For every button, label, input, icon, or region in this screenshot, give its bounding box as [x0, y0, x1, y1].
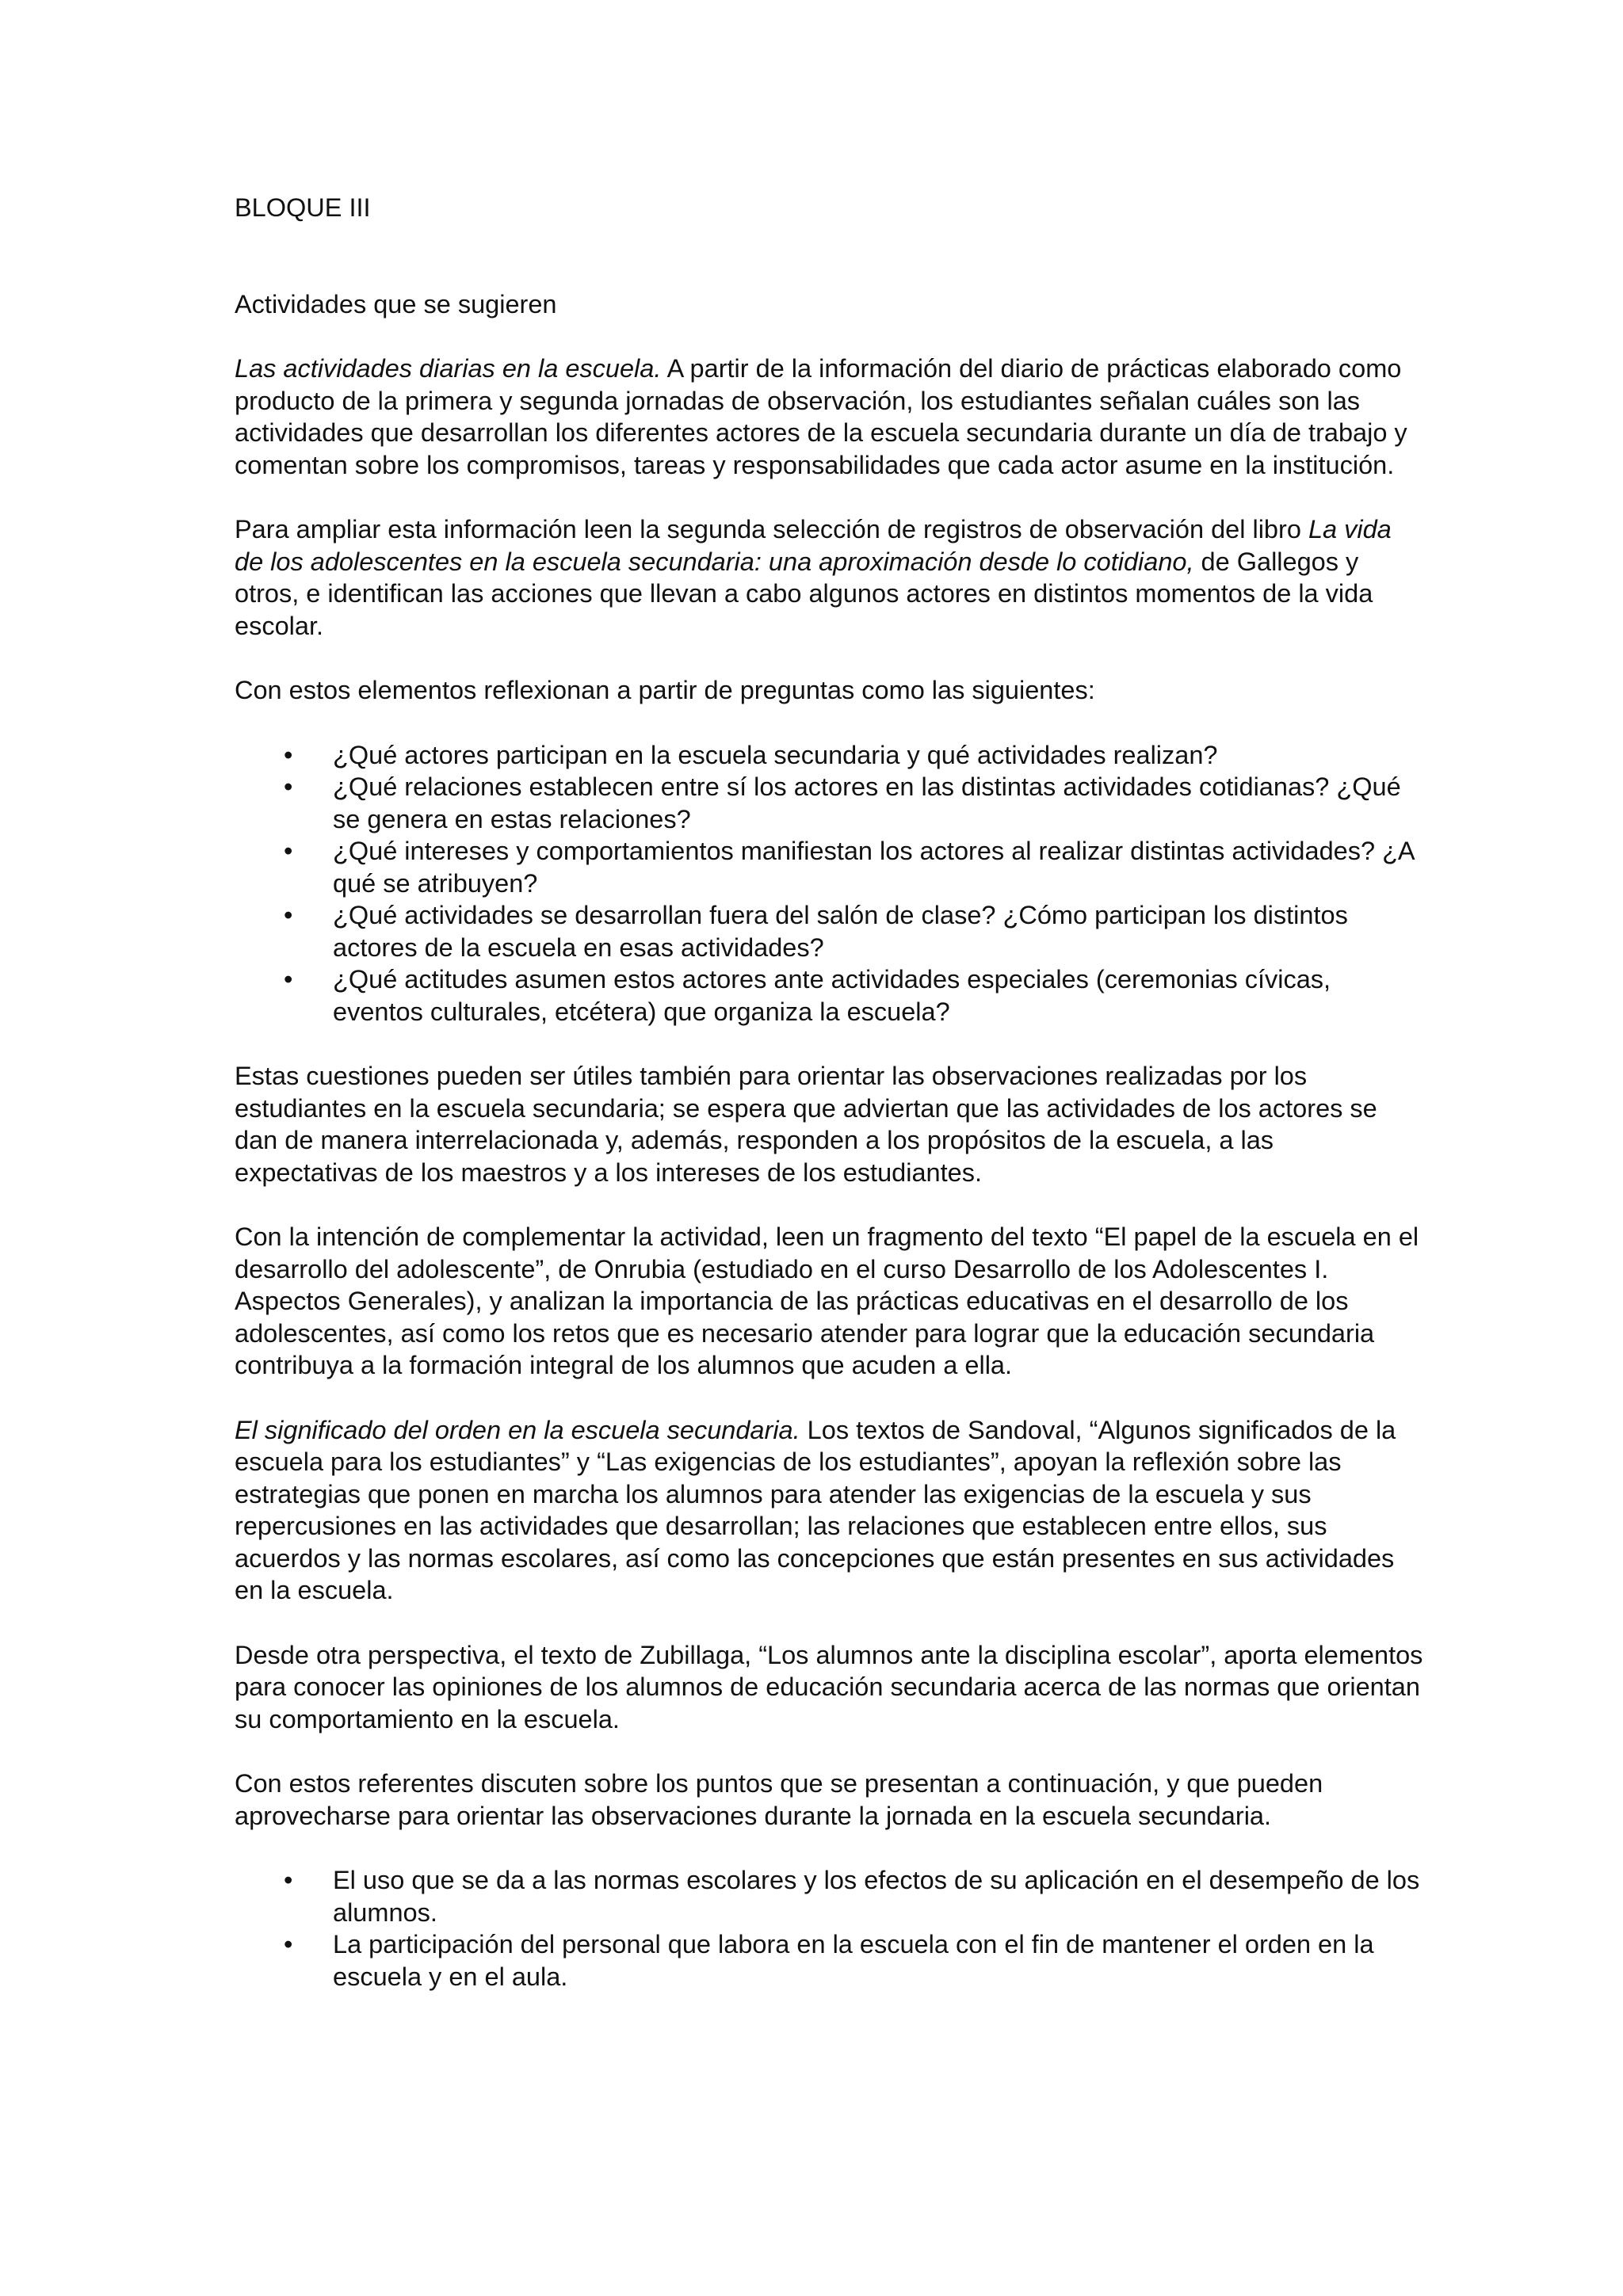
paragraph-text: de Gallegos y otros, e identifican las acciones que llevan a cabo algunos actores en distintos momentos de la vida escolar.: [235, 547, 1373, 640]
list-item: [235, 899, 1423, 963]
bullet-icon: •: [284, 901, 293, 929]
list-item-text: ¿Qué relaciones establecen entre sí los actores en las distintas actividades cotidianas? ¿Qué se genera en estas relaciones?: [333, 772, 1401, 833]
paragraph-text: Los textos de Sandoval, “Algunos significados de la escuela para los estudiantes” y “Las exigencias de los estudiantes”, apoyan la reflexión sobre las estrategias que ponen en marcha los alumnos para atender las exigencias de la escuela y sus repercusiones en las actividades que desarrollan; las relaciones que establecen entre ellos, sus acuerdos y las normas escolares, así como las concepciones que están presentes en sus actividades en la escuela.: [235, 1415, 1396, 1604]
bullet-icon: •: [284, 740, 293, 769]
bullet-icon: •: [284, 965, 293, 994]
list-item-text: ¿Qué actividades se desarrollan fuera del salón de clase? ¿Cómo participan los distintos actores de la escuela en esas actividades?: [333, 901, 1348, 962]
list-item: [235, 1864, 1423, 1928]
paragraph-questions-intro: Con estos elementos reflexionan a partir de preguntas como las siguientes:: [235, 676, 1095, 704]
list-item: [235, 963, 1423, 1028]
points-list: [235, 1864, 1423, 1993]
section-title: Actividades que se sugieren: [235, 289, 557, 318]
list-item-text: ¿Qué actores participan en la escuela secundaria y qué actividades realizan?: [333, 740, 1218, 769]
paragraph-lead: Las actividades diarias en la escuela.: [235, 354, 662, 383]
document-body: [235, 192, 1423, 2025]
paragraph-points-intro: Con estos referentes discuten sobre los puntos que se presentan a continuación, y que pueden aprovecharse para orientar las observaciones durante la jornada en la escuela secundaria.: [235, 1769, 1323, 1830]
paragraph-text: Para ampliar esta información leen la segunda selección de registros de observación del libro: [235, 515, 1308, 543]
paragraph-order-meaning: [235, 1414, 1423, 1607]
paragraph-daily-activities: [235, 353, 1423, 481]
list-item: [235, 1928, 1423, 1993]
paragraph-zubillaga: Desde otra perspectiva, el texto de Zubillaga, “Los alumnos ante la disciplina escolar”, aporta elementos para conocer las opiniones de los alumnos de educación secundaria acerca de las normas que orientan su comportamiento en la escuela.: [235, 1640, 1423, 1733]
paragraph-text: A partir de la información del diario de prácticas elaborado como producto de la primera y segunda jornadas de observación, los estudiantes señalan cuáles son las actividades que desarrollan los diferentes actores de la escuela secundaria durante un día de trabajo y comentan sobre los compromisos, tareas y responsabilidades que cada actor asume en la institución.: [235, 354, 1407, 479]
list-item: [235, 835, 1423, 899]
block-title: BLOQUE III: [235, 193, 371, 222]
list-item: [235, 771, 1423, 835]
list-item-text: El uso que se da a las normas escolares y los efectos de su aplicación en el desempeño de los alumnos.: [333, 1866, 1420, 1927]
list-item-text: ¿Qué intereses y comportamientos manifiestan los actores al realizar distintas actividades? ¿A qué se atribuyen?: [333, 837, 1414, 898]
bullet-icon: •: [284, 1866, 293, 1894]
list-item: [235, 739, 1423, 772]
paragraph-onrubia: Con la intención de complementar la actividad, leen un fragmento del texto “El papel de la escuela en el desarrollo del adolescente”, de Onrubia (estudiado en el curso Desarrollo de los Adolescentes I. Aspectos Generales), y analizan la importancia de las prácticas educativas en el desarrollo de los adolescentes, así como los retos que es necesario atender para lograr que la educación secundaria contribuya a la formación integral de los alumnos que acuden a ella.: [235, 1222, 1419, 1379]
bullet-icon: •: [284, 1930, 293, 1958]
bullet-icon: •: [284, 772, 293, 801]
paragraph-lead: El significado del orden en la escuela secundaria.: [235, 1415, 800, 1444]
list-item-text: La participación del personal que labora en la escuela con el fin de mantener el orden en la escuela y en el aula.: [333, 1930, 1374, 1991]
paragraph-reading-selection: [235, 513, 1423, 642]
questions-list: [235, 739, 1423, 1028]
book-title: La vida de los adolescentes en la escuela secundaria: una aproximación desde lo cotidiano,: [235, 515, 1392, 576]
bullet-icon: •: [284, 837, 293, 865]
paragraph-observations: Estas cuestiones pueden ser útiles también para orientar las observaciones realizadas por los estudiantes en la escuela secundaria; se espera que adviertan que las actividades de los actores se dan de manera interrelacionada y, además, responden a los propósitos de la escuela, a las expectativas de los maestros y a los intereses de los estudiantes.: [235, 1062, 1377, 1187]
list-item-text: ¿Qué actitudes asumen estos actores ante actividades especiales (ceremonias cívicas, eventos culturales, etcétera) que organiza la escuela?: [333, 965, 1331, 1026]
